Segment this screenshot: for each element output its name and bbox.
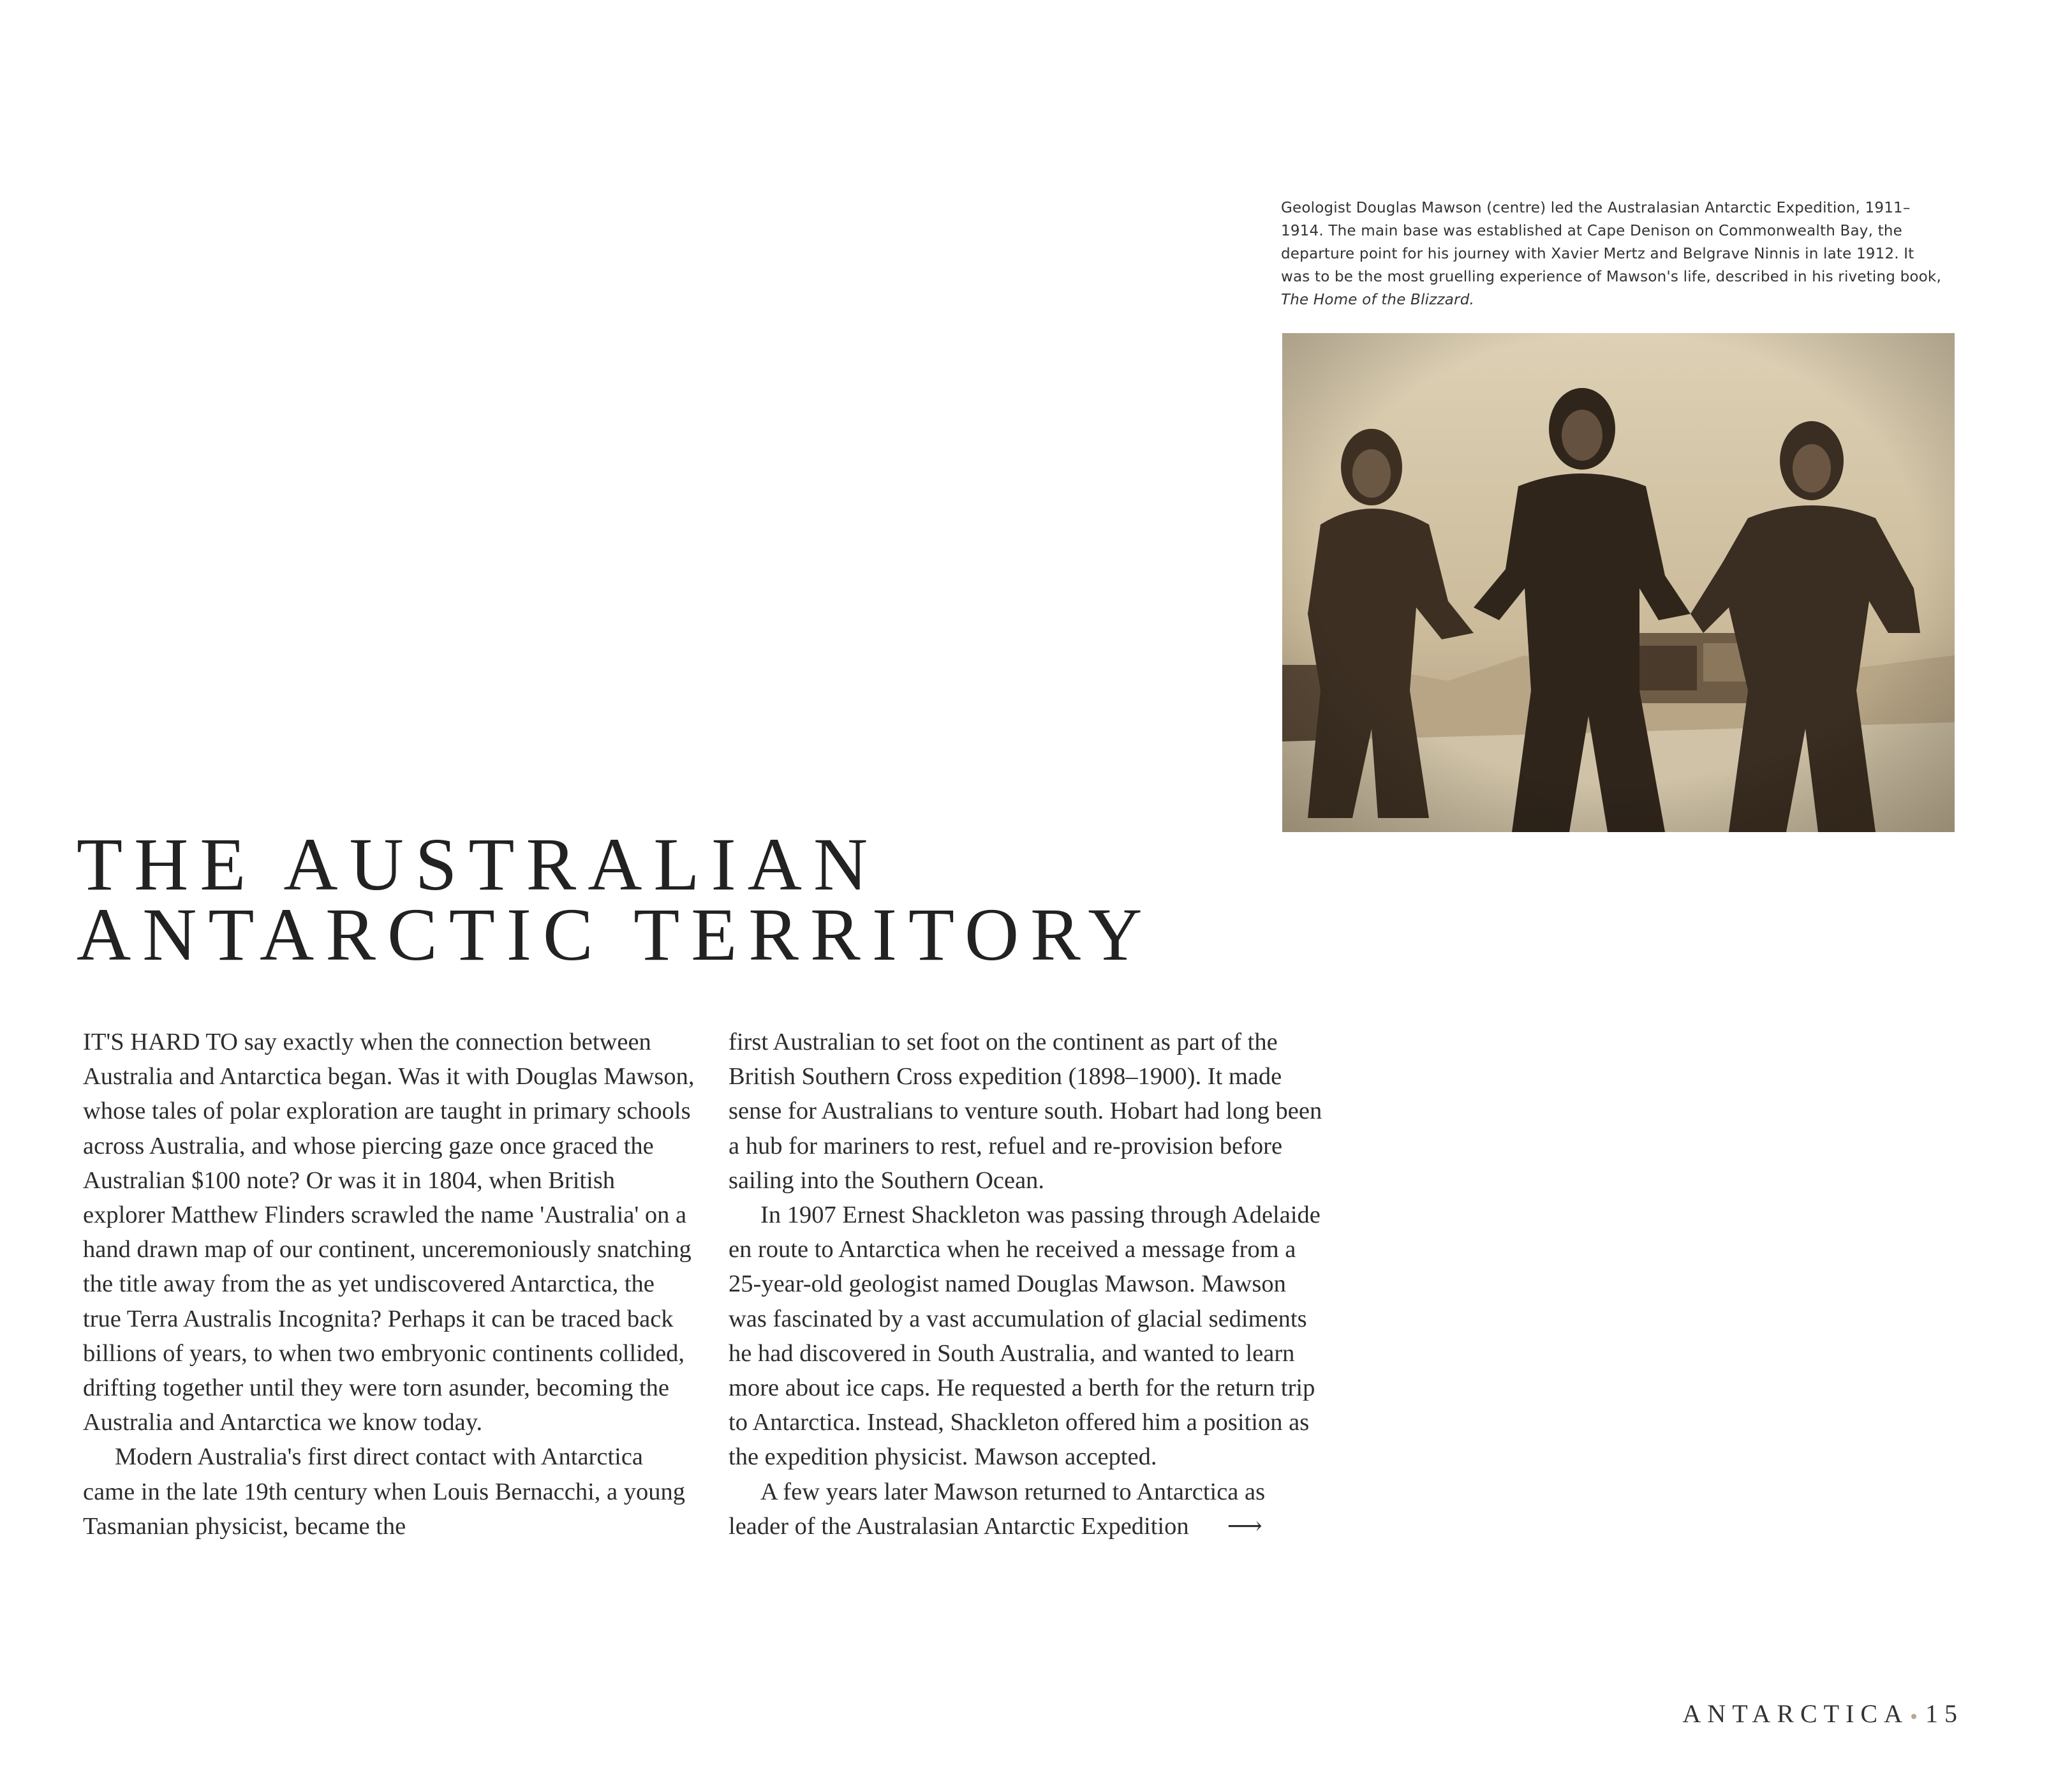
body-paragraph: In 1907 Ernest Shackleton was passing through Adelaide en route to Antarctica when he received a message from a 25-year-old geologist named Douglas Mawson. Mawson was fascinated by a vast accumulation of glacial sediments he had discovered in South Australia, and wanted to learn more about ice caps. He requested a berth for the return trip to Antarctica. Instead, Shackleton offered him a position as the expedition physicist. Mawson accepted. [729, 1202, 1321, 1471]
photo-caption [1281, 197, 1944, 311]
body-paragraph: IT'S HARD TO say exactly when the connection between Australia and Antarctica began. Was it with Douglas Mawson, whose tales of polar exploration are taught in primary schools across Australia, and whose piercing gaze once graced the Australian $100 note? Or was it in 1804, when British explorer Matthew Flinders scrawled the name 'Australia' on a hand drawn map of our continent, unceremoniously snatching the title away from the as yet undiscovered Antarctica, the true Terra Australis Incognita? Perhaps it can be traced back billions of years, to when two embryonic continents collided, drifting together until they were torn asunder, becoming the Australia and Antarctica we know today. [83, 1029, 695, 1436]
caption-text: Geologist Douglas Mawson (centre) led the Australasian Antarctic Expedition, 1911–1914. The main base was established at Cape Denison on Commonwealth Bay, the departure point for his journey with Xavier Mertz and Belgrave Ninnis in late 1912. It was to be the most gruelling experience of Mawson's life, described in his riveting book, [1281, 200, 1941, 285]
body-column-right [729, 1025, 1328, 1544]
body-paragraph-last [729, 1475, 1328, 1544]
title-line-1: THE AUSTRALIAN [77, 823, 880, 906]
page-number: 15 [1925, 1699, 1964, 1728]
footer-dot-icon [1911, 1714, 1916, 1719]
footer-section-name: ANTARCTICA [1682, 1699, 1909, 1728]
title-line-2: ANTARCTIC TERRITORY [77, 893, 1154, 976]
body-paragraph-text: A few years later Mawson returned to Antarctica as leader of the Australasian Antarctic Expedition [729, 1478, 1266, 1540]
body-paragraph: Modern Australia's first direct contact with Antarctica came in the late 19th century when Louis Bernacchi, a young Tasmanian physicist, became the [83, 1443, 686, 1540]
page-footer [1682, 1699, 1964, 1729]
page-title [77, 823, 1289, 976]
expedition-photo-image [1282, 333, 1955, 832]
continue-arrow-icon: ⟶ [1227, 1512, 1262, 1540]
caption-book-title: The Home of the Blizzard. [1281, 292, 1475, 308]
expedition-photo [1282, 333, 1955, 832]
body-paragraph: first Australian to set foot on the continent as part of the British Southern Cross expedition (1898–1900). It made sense for Australians to venture south. Hobart had long been a hub for mariners to rest, refuel and re-provision before sailing into the Southern Ocean. [729, 1029, 1322, 1194]
body-column-left [83, 1025, 695, 1544]
